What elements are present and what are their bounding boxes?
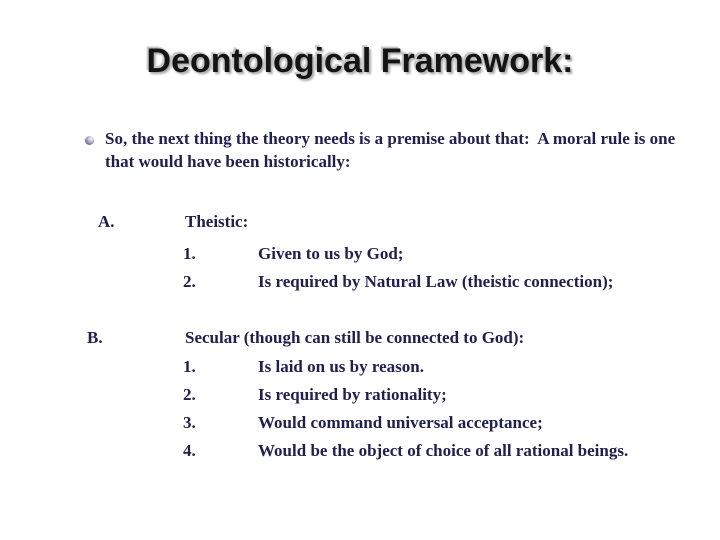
item-text: Is required by rationality; — [258, 385, 447, 404]
outline-item — [0, 412, 720, 435]
outline-item — [0, 271, 720, 294]
item-number: 2. — [183, 272, 196, 291]
sphere-bullet-icon — [85, 136, 94, 145]
section-label: A. — [98, 212, 115, 231]
slide-title: Deontological Framework: — [146, 42, 574, 80]
item-text: Would be the object of choice of all rational beings. — [258, 441, 629, 460]
outline-item — [0, 440, 720, 463]
outline-section-a — [0, 211, 720, 234]
item-number: 4. — [183, 441, 196, 460]
item-number: 1. — [183, 244, 196, 263]
outline-item — [0, 384, 720, 407]
item-text: Is laid on us by reason. — [258, 357, 424, 376]
section-heading: Secular (though can still be connected to God): — [185, 328, 525, 347]
item-number: 2. — [183, 385, 196, 404]
section-heading: Theistic: — [185, 212, 249, 231]
item-number: 3. — [183, 413, 196, 432]
section-label: B. — [87, 328, 103, 347]
item-text: Given to us by God; — [258, 244, 404, 263]
item-text: Is required by Natural Law (theistic connection); — [258, 272, 614, 291]
item-text: Would command universal acceptance; — [258, 413, 543, 432]
outline-item — [0, 243, 720, 266]
bullet-paragraph: So, the next thing the theory needs is a premise about that: A moral rule is one that would have been historically: — [105, 129, 680, 171]
outline-item — [0, 356, 720, 379]
outline-section-b — [0, 327, 720, 350]
item-number: 1. — [183, 357, 196, 376]
